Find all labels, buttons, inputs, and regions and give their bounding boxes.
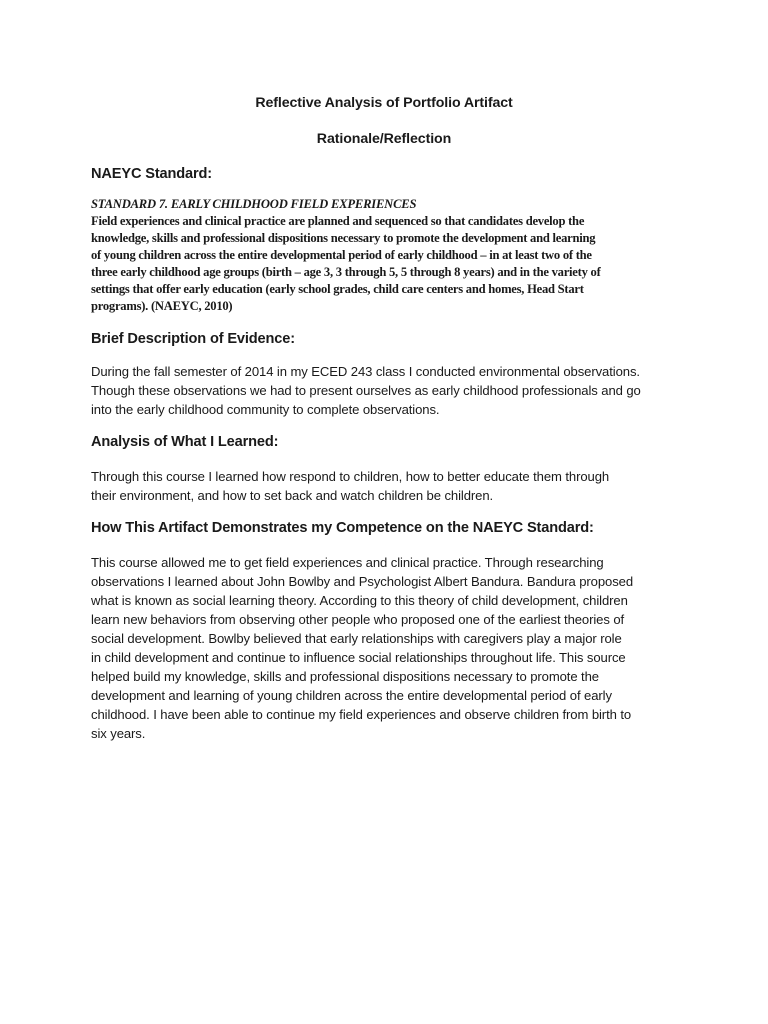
competence-heading: How This Artifact Demonstrates my Competence on the NAEYC Standard: [91,520,594,536]
competence-line: development and learning of young children across the entire developmental period of early [91,688,612,703]
standard-text-line: Field experiences and clinical practice are planned and sequenced so that candidates develop the [91,214,585,228]
analysis-line: their environment, and how to set back and watch children be children. [91,488,494,503]
analysis-heading: Analysis of What I Learned: [91,434,279,450]
standard-text-line: of young children across the entire developmental period of early childhood – in at least two of the [91,248,592,262]
standard-title: STANDARD 7. EARLY CHILDHOOD FIELD EXPERIENCES [91,197,417,211]
competence-line: This course allowed me to get field experiences and clinical practice. Through researching [91,555,604,570]
naeyc-standard-heading: NAEYC Standard: [91,166,212,182]
competence-line: observations I learned about John Bowlby and Psychologist Albert Bandura. Bandura proposed [91,574,634,589]
analysis-line: Through this course I learned how respond to children, how to better educate them through [91,469,610,484]
brief-description-line: Though these observations we had to present ourselves as early childhood professionals and go [91,383,641,398]
brief-description-line: into the early childhood community to complete observations. [91,402,440,417]
standard-text-line: knowledge, skills and professional dispositions necessary to promote the development and learning [91,231,596,245]
brief-description-heading: Brief Description of Evidence: [91,331,295,347]
competence-line: what is known as social learning theory. According to this theory of child development, children [91,593,628,608]
document-title: Reflective Analysis of Portfolio Artifact [255,95,513,111]
standard-text-line: three early childhood age groups (birth – age 3, 3 through 5, 5 through 8 years) and in the variety of [91,265,601,279]
competence-line: in child development and continue to influence social relationships throughout life. This source [91,650,626,665]
document-subtitle: Rationale/Reflection [316,131,452,147]
competence-line: childhood. I have been able to continue my field experiences and observe children from birth to [91,707,632,722]
competence-line: social development. Bowlby believed that early relationships with caregivers play a major role [91,631,622,646]
standard-text-line: programs). (NAEYC, 2010) [91,299,233,313]
competence-line: six years. [91,726,146,741]
standard-text-line: settings that offer early education (early school grades, child care centers and homes, Head Start [91,282,584,296]
competence-line: learn new behaviors from observing other people who proposed one of the earliest theories of [91,612,625,627]
brief-description-line: During the fall semester of 2014 in my ECED 243 class I conducted environmental observations. [91,364,640,379]
competence-line: helped build my knowledge, skills and professional dispositions necessary to promote the [91,669,599,684]
